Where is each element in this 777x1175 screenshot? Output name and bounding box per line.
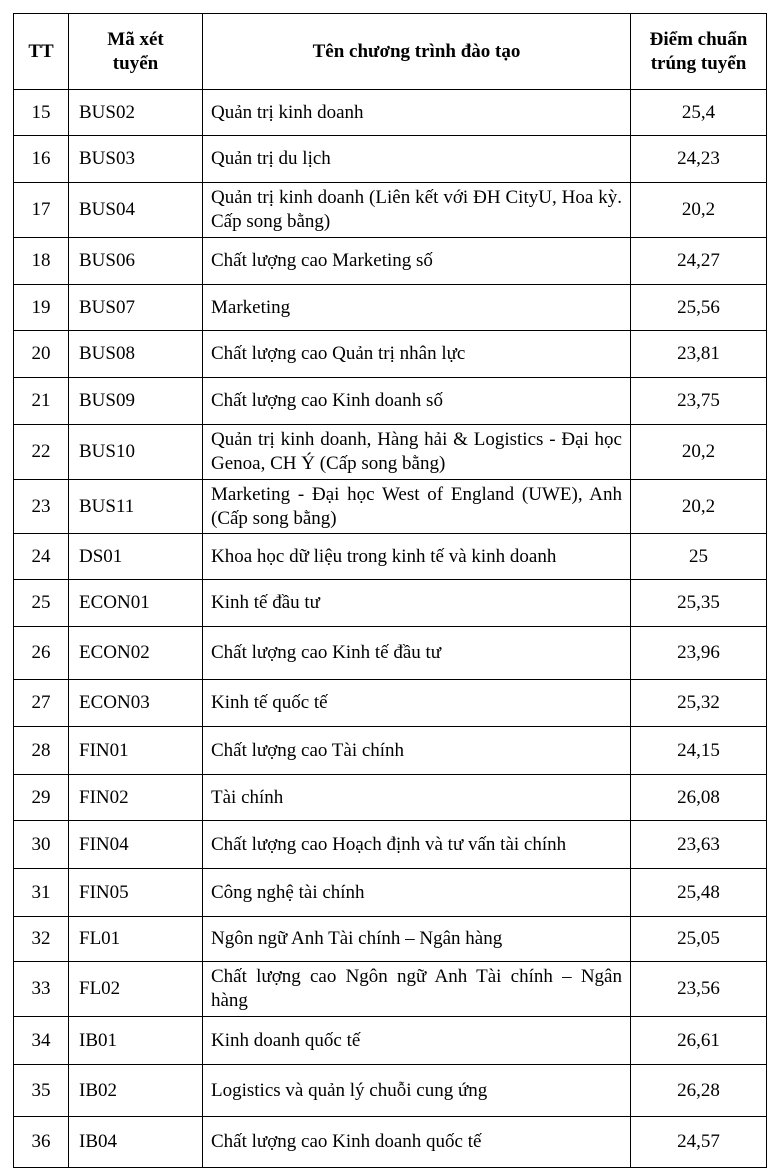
row-score: 20,2 (631, 425, 767, 480)
row-code: BUS09 (69, 378, 203, 425)
row-tt: 31 (14, 869, 69, 917)
header-score: Điểm chuẩn trúng tuyển (631, 14, 767, 90)
row-program-name: Quản trị kinh doanh (203, 90, 631, 136)
row-tt: 21 (14, 378, 69, 425)
row-tt: 26 (14, 627, 69, 680)
row-program-name: Khoa học dữ liệu trong kinh tế và kinh doanh (203, 534, 631, 580)
row-code: IB04 (69, 1117, 203, 1168)
row-code: ECON01 (69, 580, 203, 627)
row-program-name: Chất lượng cao Quản trị nhân lực (203, 331, 631, 378)
header-row (14, 14, 767, 90)
row-score: 26,61 (631, 1017, 767, 1065)
row-score: 25 (631, 534, 767, 580)
row-code: BUS06 (69, 238, 203, 285)
table-row (14, 917, 767, 962)
row-code: BUS07 (69, 285, 203, 331)
row-score: 23,63 (631, 821, 767, 869)
table-row (14, 1065, 767, 1117)
row-tt: 20 (14, 331, 69, 378)
row-program-name: Kinh tế đầu tư (203, 580, 631, 627)
row-score: 24,57 (631, 1117, 767, 1168)
row-program-name: Kinh tế quốc tế (203, 680, 631, 727)
row-score: 23,81 (631, 331, 767, 378)
row-tt: 28 (14, 727, 69, 775)
row-code: DS01 (69, 534, 203, 580)
row-program-name: Tài chính (203, 775, 631, 821)
row-code: FIN05 (69, 869, 203, 917)
row-tt: 22 (14, 425, 69, 480)
row-program-name: Logistics và quản lý chuỗi cung ứng (203, 1065, 631, 1117)
row-code: FL02 (69, 962, 203, 1017)
row-program-name: Chất lượng cao Hoạch định và tư vấn tài chính (203, 821, 631, 869)
row-program-name: Chất lượng cao Kinh tế đầu tư (203, 627, 631, 680)
table-row (14, 90, 767, 136)
row-tt: 24 (14, 534, 69, 580)
row-code: FIN02 (69, 775, 203, 821)
row-tt: 17 (14, 183, 69, 238)
table-row (14, 331, 767, 378)
row-code: FL01 (69, 917, 203, 962)
row-program-name: Chất lượng cao Tài chính (203, 727, 631, 775)
table-row (14, 821, 767, 869)
table-row (14, 136, 767, 183)
row-program-name: Chất lượng cao Ngôn ngữ Anh Tài chính – Ngân hàng (203, 962, 631, 1017)
row-program-name: Marketing (203, 285, 631, 331)
table-body (14, 90, 767, 1168)
row-score: 24,23 (631, 136, 767, 183)
table-row (14, 425, 767, 480)
row-tt: 19 (14, 285, 69, 331)
row-tt: 36 (14, 1117, 69, 1168)
row-code: BUS04 (69, 183, 203, 238)
row-code: FIN04 (69, 821, 203, 869)
row-tt: 35 (14, 1065, 69, 1117)
row-code: IB02 (69, 1065, 203, 1117)
table-row (14, 238, 767, 285)
table-row (14, 775, 767, 821)
row-score: 25,05 (631, 917, 767, 962)
row-tt: 34 (14, 1017, 69, 1065)
table-row (14, 183, 767, 238)
row-tt: 32 (14, 917, 69, 962)
table-row (14, 285, 767, 331)
table-row (14, 727, 767, 775)
row-program-name: Quản trị kinh doanh, Hàng hải & Logistics - Đại học Genoa, CH Ý (Cấp song bằng) (203, 425, 631, 480)
row-program-name: Chất lượng cao Marketing số (203, 238, 631, 285)
table-row (14, 869, 767, 917)
table-row (14, 1017, 767, 1065)
row-program-name: Marketing - Đại học West of England (UWE), Anh (Cấp song bằng) (203, 480, 631, 534)
row-score: 20,2 (631, 480, 767, 534)
row-program-name: Chất lượng cao Kinh doanh quốc tế (203, 1117, 631, 1168)
header-tt: TT (14, 14, 69, 90)
row-score: 23,56 (631, 962, 767, 1017)
row-score: 25,4 (631, 90, 767, 136)
row-tt: 30 (14, 821, 69, 869)
row-code: ECON03 (69, 680, 203, 727)
row-program-name: Ngôn ngữ Anh Tài chính – Ngân hàng (203, 917, 631, 962)
row-program-name: Chất lượng cao Kinh doanh số (203, 378, 631, 425)
row-code: BUS08 (69, 331, 203, 378)
row-score: 26,08 (631, 775, 767, 821)
row-score: 24,27 (631, 238, 767, 285)
row-code: BUS02 (69, 90, 203, 136)
row-tt: 15 (14, 90, 69, 136)
row-score: 23,96 (631, 627, 767, 680)
row-score: 24,15 (631, 727, 767, 775)
row-score: 25,56 (631, 285, 767, 331)
row-tt: 33 (14, 962, 69, 1017)
row-code: BUS10 (69, 425, 203, 480)
row-code: BUS03 (69, 136, 203, 183)
row-score: 25,32 (631, 680, 767, 727)
table-row (14, 378, 767, 425)
table-row (14, 680, 767, 727)
row-code: ECON02 (69, 627, 203, 680)
row-tt: 23 (14, 480, 69, 534)
row-score: 25,48 (631, 869, 767, 917)
row-tt: 25 (14, 580, 69, 627)
row-code: IB01 (69, 1017, 203, 1065)
table-row (14, 534, 767, 580)
table-row (14, 627, 767, 680)
row-program-name: Công nghệ tài chính (203, 869, 631, 917)
table-row (14, 580, 767, 627)
admission-score-table (13, 13, 767, 1168)
row-tt: 27 (14, 680, 69, 727)
row-tt: 16 (14, 136, 69, 183)
table-row (14, 480, 767, 534)
row-program-name: Quản trị du lịch (203, 136, 631, 183)
page (13, 13, 767, 1168)
row-score: 20,2 (631, 183, 767, 238)
row-score: 23,75 (631, 378, 767, 425)
table-row (14, 962, 767, 1017)
row-code: BUS11 (69, 480, 203, 534)
header-code: Mã xét tuyển (69, 14, 203, 90)
row-score: 25,35 (631, 580, 767, 627)
row-program-name: Kinh doanh quốc tế (203, 1017, 631, 1065)
row-tt: 18 (14, 238, 69, 285)
row-code: FIN01 (69, 727, 203, 775)
row-tt: 29 (14, 775, 69, 821)
table-row (14, 1117, 767, 1168)
header-program-name: Tên chương trình đào tạo (203, 14, 631, 90)
row-program-name: Quản trị kinh doanh (Liên kết với ĐH CityU, Hoa kỳ. Cấp song bằng) (203, 183, 631, 238)
row-score: 26,28 (631, 1065, 767, 1117)
